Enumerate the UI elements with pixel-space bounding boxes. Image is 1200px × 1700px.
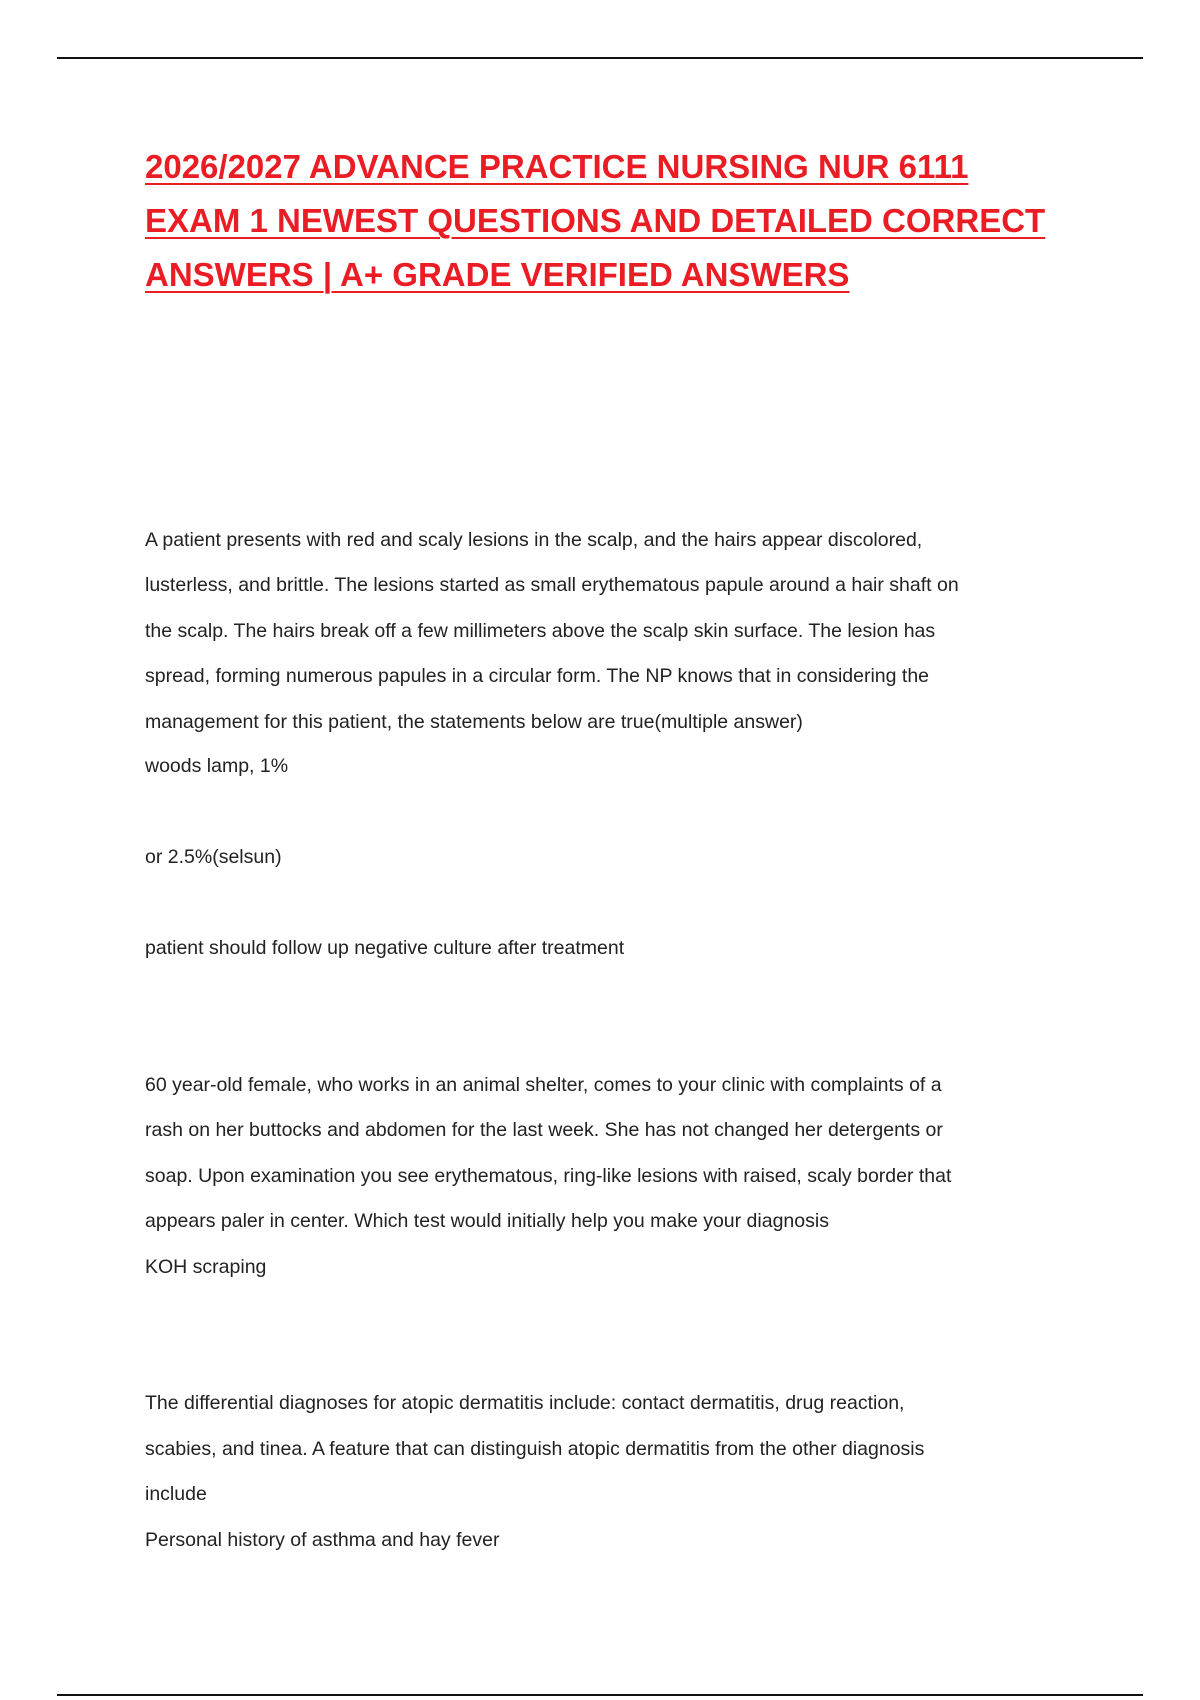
bottom-divider: [57, 1694, 1143, 1696]
question-3-text: The differential diagnoses for atopic dermatitis include: contact dermatitis, drug reaction,: [145, 1392, 905, 1414]
question-2-text: rash on her buttocks and abdomen for the last week. She has not changed her detergents or: [145, 1119, 943, 1141]
document-title: [145, 140, 1105, 302]
question-1-text: the scalp. The hairs break off a few millimeters above the scalp skin surface. The lesion has: [145, 620, 936, 642]
question-1-text: management for this patient, the statements below are true(multiple answer): [145, 711, 803, 733]
question-1-answer: patient should follow up negative culture after treatment: [145, 937, 625, 959]
question-1-answer: woods lamp, 1%: [145, 755, 289, 777]
question-2-text: soap. Upon examination you see erythematous, ring-like lesions with raised, scaly border that: [145, 1165, 952, 1187]
title-line: EXAM 1 NEWEST QUESTIONS AND DETAILED CORRECT: [145, 202, 1046, 239]
question-3-text: scabies, and tinea. A feature that can distinguish atopic dermatitis from the other diagnosis: [145, 1438, 925, 1460]
title-line: ANSWERS | A+ GRADE VERIFIED ANSWERS: [145, 256, 850, 293]
top-divider: [57, 57, 1143, 59]
question-3-answer: Personal history of asthma and hay fever: [145, 1529, 500, 1551]
title-line: 2026/2027 ADVANCE PRACTICE NURSING NUR 6111: [145, 148, 969, 185]
question-1-text: lusterless, and brittle. The lesions started as small erythematous papule around a hair shaft on: [145, 574, 959, 596]
question-2-text: 60 year-old female, who works in an animal shelter, comes to your clinic with complaints of a: [145, 1074, 942, 1096]
question-3-text: include: [145, 1483, 207, 1505]
question-1-text: spread, forming numerous papules in a circular form. The NP knows that in considering the: [145, 665, 930, 687]
question-1-text: A patient presents with red and scaly lesions in the scalp, and the hairs appear discolored,: [145, 529, 923, 551]
question-1-answer: or 2.5%(selsun): [145, 846, 282, 868]
question-2-answer: KOH scraping: [145, 1256, 267, 1278]
question-2-text: appears paler in center. Which test would initially help you make your diagnosis: [145, 1210, 829, 1232]
